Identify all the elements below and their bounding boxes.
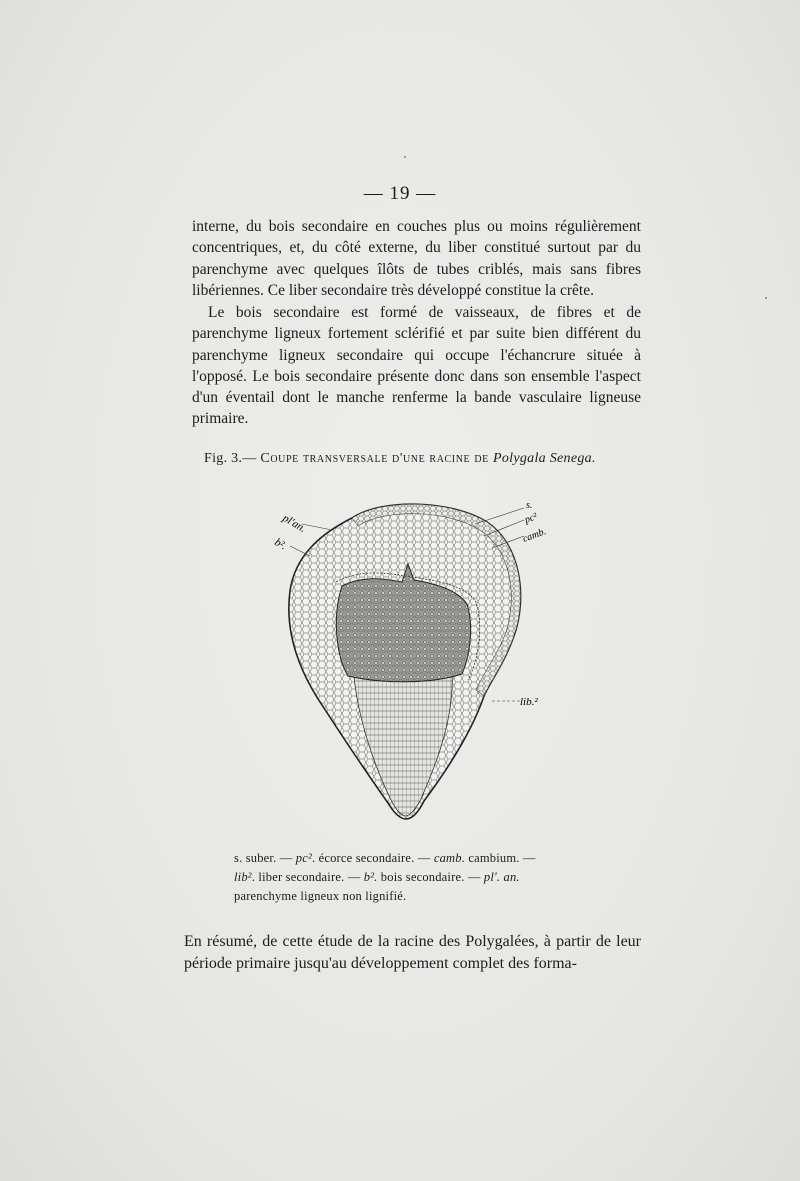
legend-liber: . liber secondaire. — [251, 870, 364, 884]
figure-caption [204, 451, 634, 467]
label-b2: b². [272, 536, 289, 553]
figure-caption-species: Polygala Senega. [492, 451, 596, 466]
label-pc2: pc² [523, 511, 539, 526]
legend-line-2 [234, 868, 614, 887]
legend-suber: s. suber. — [234, 851, 296, 865]
legend-pl-an: pl'. an. [483, 870, 520, 884]
legend-camb: camb. [433, 851, 466, 865]
page-number: — 19 — [363, 183, 437, 204]
legend-lib2: lib² [234, 870, 252, 884]
label-pl-an: pl'an. [280, 512, 308, 535]
paragraph-1: interne, du bois secondaire en couches plus ou moins régulièrement concentriques, et, du côté externe, du liber constitué surtout par du parenchyme avec quelques îlôts de tubes criblés, mais sans fibres libériennes. Ce liber secondaire très développé constitue la crête. [192, 218, 641, 299]
figure-legend [234, 849, 614, 906]
figure-caption-prefix: Fig. 3.— [204, 451, 261, 466]
label-lib2: lib.² [520, 696, 538, 708]
label-camb: camb. [521, 526, 548, 545]
root-cross-section-figure [262, 486, 562, 831]
secondary-wood-fan [354, 674, 452, 816]
paper-speck [404, 156, 406, 158]
legend-cambium: cambium. — [465, 851, 536, 865]
paper-speck [765, 297, 767, 299]
figure-caption-title: Coupe transversale d'une racine de [260, 451, 493, 466]
legend-line-1 [234, 849, 614, 868]
root-cross-section-illustration [262, 486, 562, 831]
legend-bois: bois secondaire. — [377, 870, 484, 884]
legend-ecorce: . écorce secondaire. — [311, 851, 434, 865]
paragraph-3: En résumé, de cette étude de la racine des Polygalées, à partir de leur période primaire jusqu'au développement complet des forma- [184, 933, 641, 972]
legend-pc2: pc² [295, 851, 312, 865]
legend-b2: b². [363, 870, 378, 884]
legend-line-3: parenchyme ligneux non lignifié. [234, 889, 407, 903]
label-s: s. [526, 500, 533, 511]
paragraph-2: Le bois secondaire est formé de vaisseaux, de fibres et de parenchyme ligneux fortement sclérifié et par suite bien différent du parenchyme ligneux secondaire qui occupe l'échancrure située à l'opposé. Le bois secondaire présente donc dans son ensemble l'aspect d'un éventail dont le manche renferme la bande vasculaire ligneuse primaire. [192, 304, 641, 428]
